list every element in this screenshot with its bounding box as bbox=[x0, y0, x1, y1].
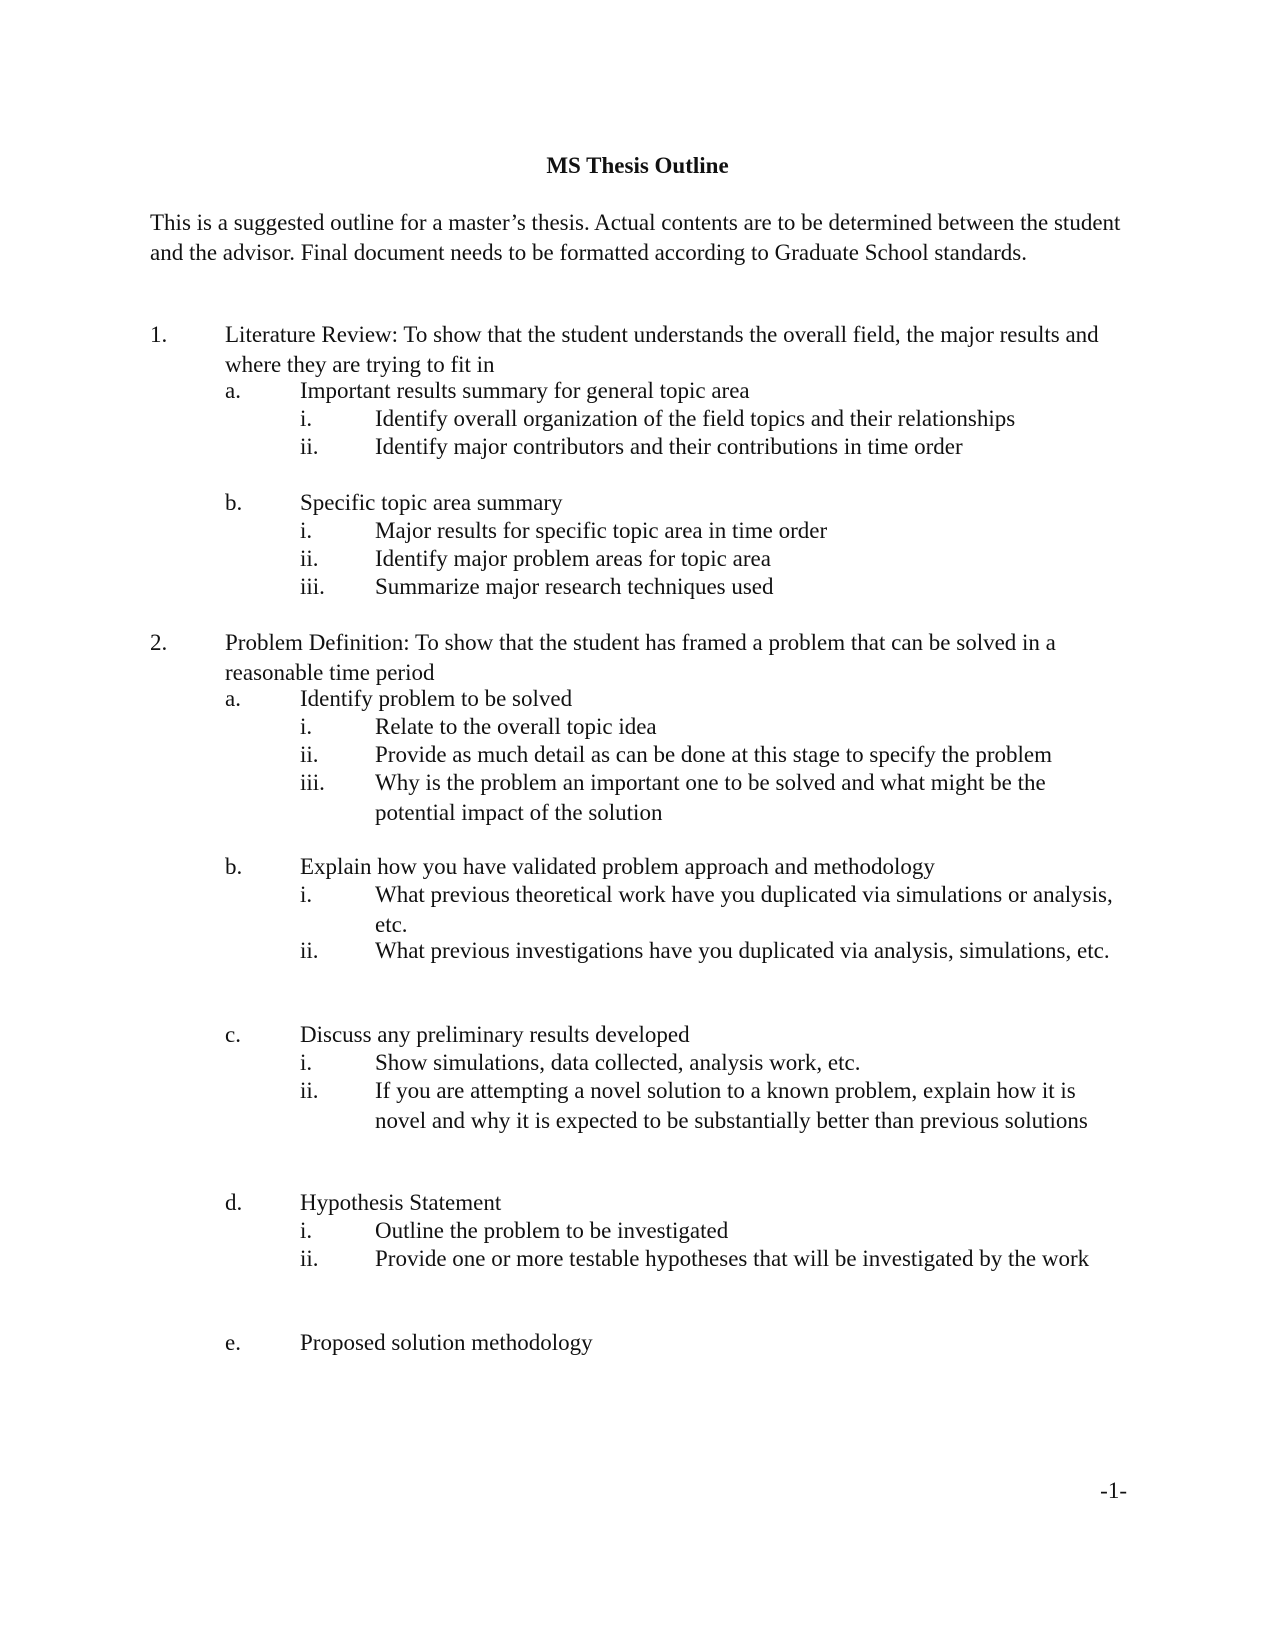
section-2a-i-numeral: i. bbox=[300, 714, 313, 739]
section-2b-i-text: What previous theoretical work have you duplicated via simulations or analysis, etc. bbox=[375, 882, 1113, 937]
section-2a-i-text: Relate to the overall topic idea bbox=[375, 714, 657, 739]
section-2e-letter: e. bbox=[225, 1330, 241, 1355]
section-2b-letter: b. bbox=[225, 854, 243, 879]
section-2c-heading: Discuss any preliminary results developed bbox=[300, 1022, 690, 1047]
section-1b-heading: Specific topic area summary bbox=[300, 490, 563, 515]
section-1a-i-text: Identify overall organization of the field topics and their relationships bbox=[375, 406, 1016, 431]
section-2a-iii-text: Why is the problem an important one to be solved and what might be the potential impact of the solution bbox=[375, 770, 1046, 825]
page-number: -1- bbox=[1100, 1478, 1127, 1503]
section-1b-iii-numeral: iii. bbox=[300, 574, 325, 599]
section-1b-ii-numeral: ii. bbox=[300, 546, 319, 571]
section-2a-ii-numeral: ii. bbox=[300, 742, 319, 767]
section-1a-i-numeral: i. bbox=[300, 406, 313, 431]
section-2e-heading: Proposed solution methodology bbox=[300, 1330, 593, 1355]
section-2c-ii-text: If you are attempting a novel solution to a known problem, explain how it is novel and why it is expected to be substantially better than previous solutions bbox=[375, 1078, 1088, 1133]
section-1-number: 1. bbox=[150, 322, 168, 347]
section-2d-ii-numeral: ii. bbox=[300, 1246, 319, 1271]
section-1a-letter: a. bbox=[225, 378, 241, 403]
section-2-heading: Problem Definition: To show that the student has framed a problem that can be solved in a reasonable time period bbox=[225, 630, 1056, 685]
section-1b-letter: b. bbox=[225, 490, 243, 515]
section-2d-i-text: Outline the problem to be investigated bbox=[375, 1218, 729, 1243]
section-2d-i-numeral: i. bbox=[300, 1218, 313, 1243]
section-2d-letter: d. bbox=[225, 1190, 243, 1215]
section-2b-ii-numeral: ii. bbox=[300, 938, 319, 963]
section-2-number: 2. bbox=[150, 630, 168, 655]
intro-paragraph: This is a suggested outline for a master’s thesis. Actual contents are to be determined between the student and the advisor. Final document needs to be formatted according to Graduate School standards. bbox=[150, 210, 1121, 265]
page-title: MS Thesis Outline bbox=[546, 153, 729, 178]
section-2c-i-numeral: i. bbox=[300, 1050, 313, 1075]
section-1b-i-text: Major results for specific topic area in time order bbox=[375, 518, 828, 543]
section-2c-ii-numeral: ii. bbox=[300, 1078, 319, 1103]
section-1a-ii-numeral: ii. bbox=[300, 434, 319, 459]
section-2b-i-numeral: i. bbox=[300, 882, 313, 907]
section-2c-i-text: Show simulations, data collected, analysis work, etc. bbox=[375, 1050, 861, 1075]
section-1b-iii-text: Summarize major research techniques used bbox=[375, 574, 774, 599]
section-1b-ii-text: Identify major problem areas for topic area bbox=[375, 546, 771, 571]
section-2a-letter: a. bbox=[225, 686, 241, 711]
section-1b-i-numeral: i. bbox=[300, 518, 313, 543]
section-1-heading: Literature Review: To show that the student understands the overall field, the major results and where they are trying to fit in bbox=[225, 322, 1099, 377]
section-2d-heading: Hypothesis Statement bbox=[300, 1190, 502, 1215]
section-2d-ii-text: Provide one or more testable hypotheses that will be investigated by the work bbox=[375, 1246, 1090, 1271]
section-2b-heading: Explain how you have validated problem approach and methodology bbox=[300, 854, 935, 879]
section-2a-heading: Identify problem to be solved bbox=[300, 686, 573, 711]
section-2a-ii-text: Provide as much detail as can be done at this stage to specify the problem bbox=[375, 742, 1053, 767]
section-2b-ii-text: What previous investigations have you duplicated via analysis, simulations, etc. bbox=[375, 938, 1110, 963]
section-2a-iii-numeral: iii. bbox=[300, 770, 325, 795]
section-1a-ii-text: Identify major contributors and their contributions in time order bbox=[375, 434, 963, 459]
section-1a-heading: Important results summary for general topic area bbox=[300, 378, 750, 403]
section-2c-letter: c. bbox=[225, 1022, 241, 1047]
